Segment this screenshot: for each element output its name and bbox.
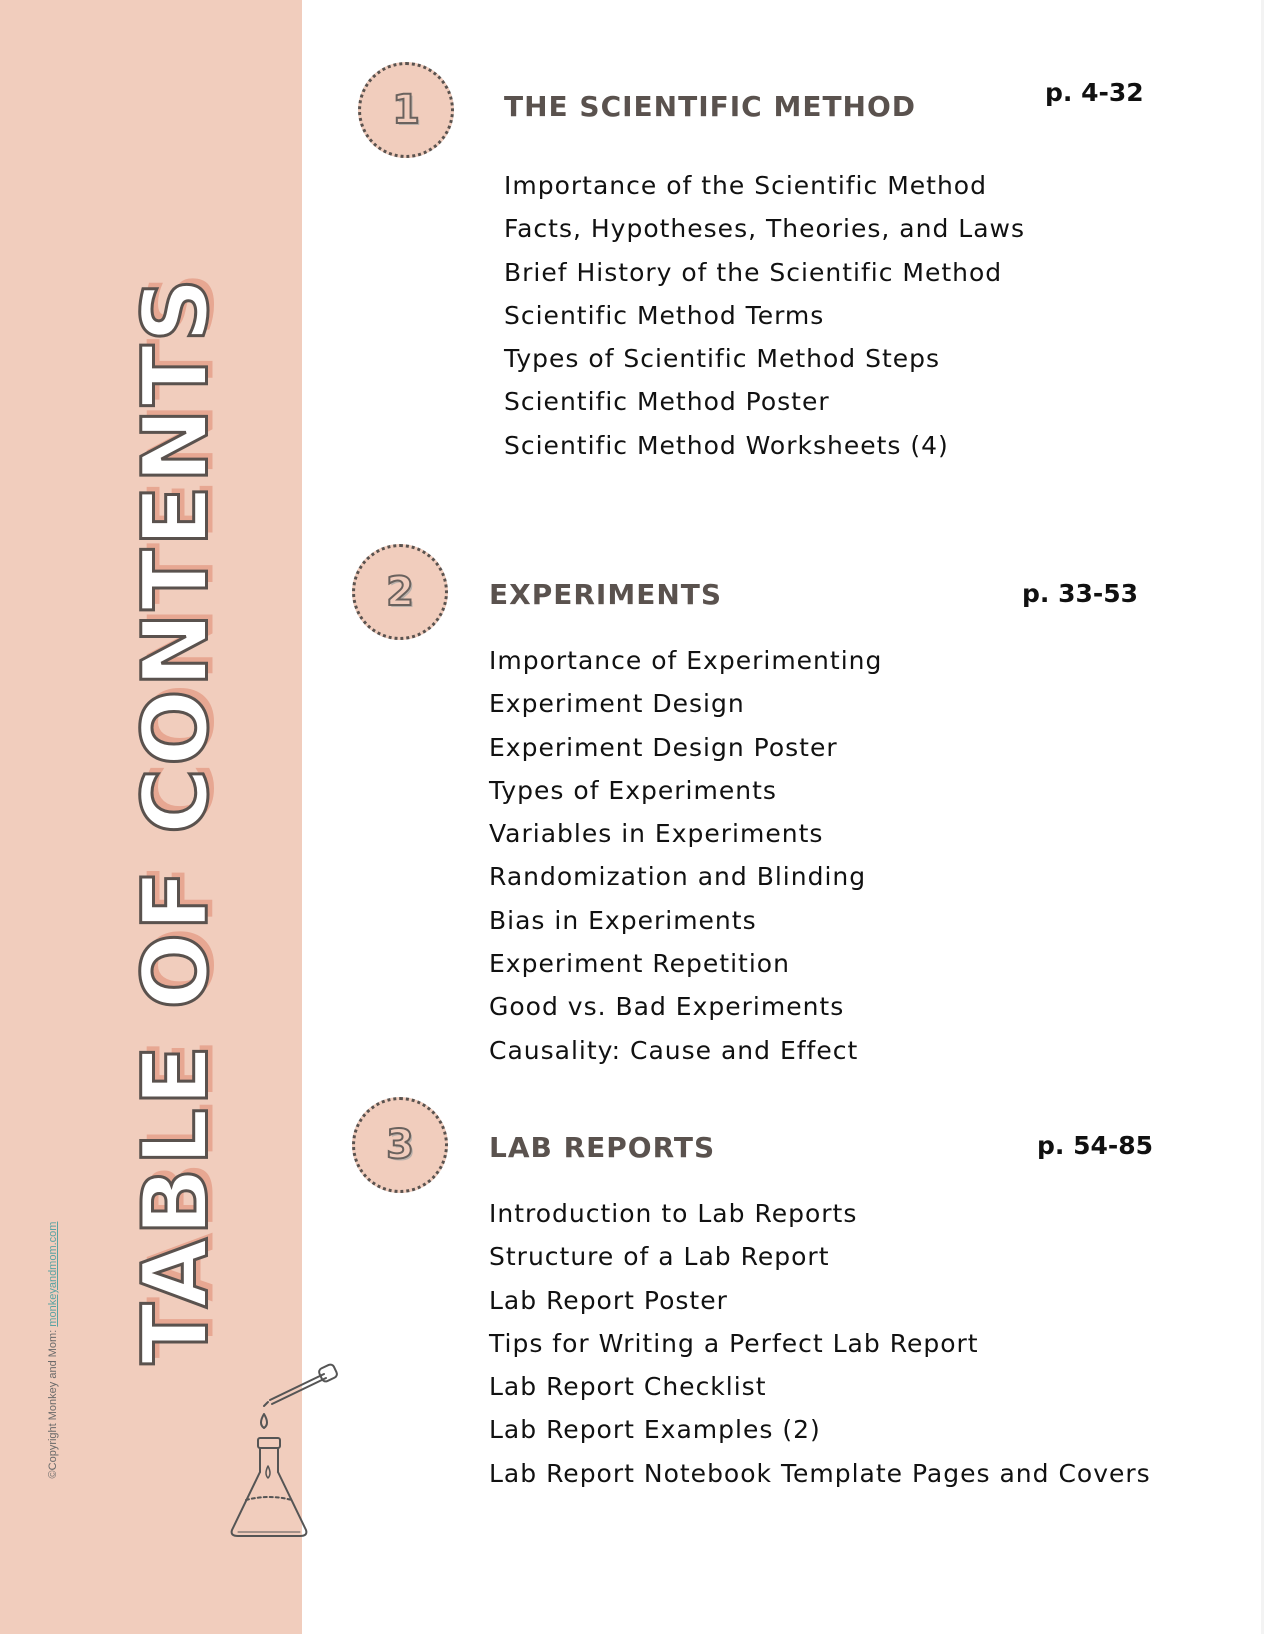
list-item: Tips for Writing a Perfect Lab Report: [489, 1328, 979, 1358]
section-pages: p. 54-85: [1037, 1131, 1154, 1160]
list-item: Scientific Method Poster: [504, 387, 830, 417]
list-item: Lab Report Checklist: [489, 1372, 767, 1402]
list-item: Experiment Design: [489, 689, 745, 719]
list-item: Experiment Design Poster: [489, 732, 838, 762]
copyright-notice: [47, 1222, 59, 1479]
section-title: LAB REPORTS: [489, 1131, 716, 1164]
list-item: Brief History of the Scientific Method: [504, 257, 1003, 287]
list-item: Importance of the Scientific Method: [504, 171, 987, 200]
section-title: EXPERIMENTS: [489, 578, 723, 611]
list-item: Importance of Experimenting: [489, 646, 883, 675]
section-pages: p. 4-32: [1045, 78, 1144, 107]
sidebar-panel: [0, 0, 302, 1634]
section-item-list: [504, 164, 1025, 467]
copyright-text: ©Copyright Monkey and Mom:: [47, 1326, 59, 1479]
list-item: Lab Report Examples (2): [489, 1415, 821, 1445]
section-number-badge: 3: [352, 1097, 448, 1193]
list-item: Lab Report Poster: [489, 1285, 728, 1315]
flask-dropper-icon: [228, 1362, 358, 1542]
section-pages: p. 33-53: [1022, 579, 1139, 608]
toc-title: TABLE OF CONTENTS: [123, 275, 229, 1365]
section-number-badge: 1: [358, 62, 454, 158]
list-item: Variables in Experiments: [489, 819, 824, 849]
copyright-link[interactable]: monkeyandmom.com: [47, 1221, 59, 1327]
list-item: Facts, Hypotheses, Theories, and Laws: [504, 214, 1025, 244]
list-item: Randomization and Blinding: [489, 862, 867, 892]
section-number-badge: 2: [352, 544, 448, 640]
list-item: Structure of a Lab Report: [489, 1242, 830, 1272]
list-item: Types of Experiments: [489, 775, 777, 805]
list-item: Types of Scientific Method Steps: [504, 344, 941, 374]
section-item-list: [489, 639, 882, 1072]
list-item: Good vs. Bad Experiments: [489, 992, 845, 1022]
list-item: Scientific Method Terms: [504, 300, 825, 330]
list-item: Experiment Repetition: [489, 949, 790, 979]
section-item-list: [489, 1192, 1151, 1495]
section-title: THE SCIENTIFIC METHOD: [504, 90, 917, 123]
list-item: Lab Report Notebook Template Pages and Covers: [489, 1458, 1151, 1488]
list-item: Scientific Method Worksheets (4): [504, 430, 949, 460]
list-item: Introduction to Lab Reports: [489, 1199, 858, 1228]
list-item: Bias in Experiments: [489, 905, 757, 935]
list-item: Causality: Cause and Effect: [489, 1035, 859, 1065]
